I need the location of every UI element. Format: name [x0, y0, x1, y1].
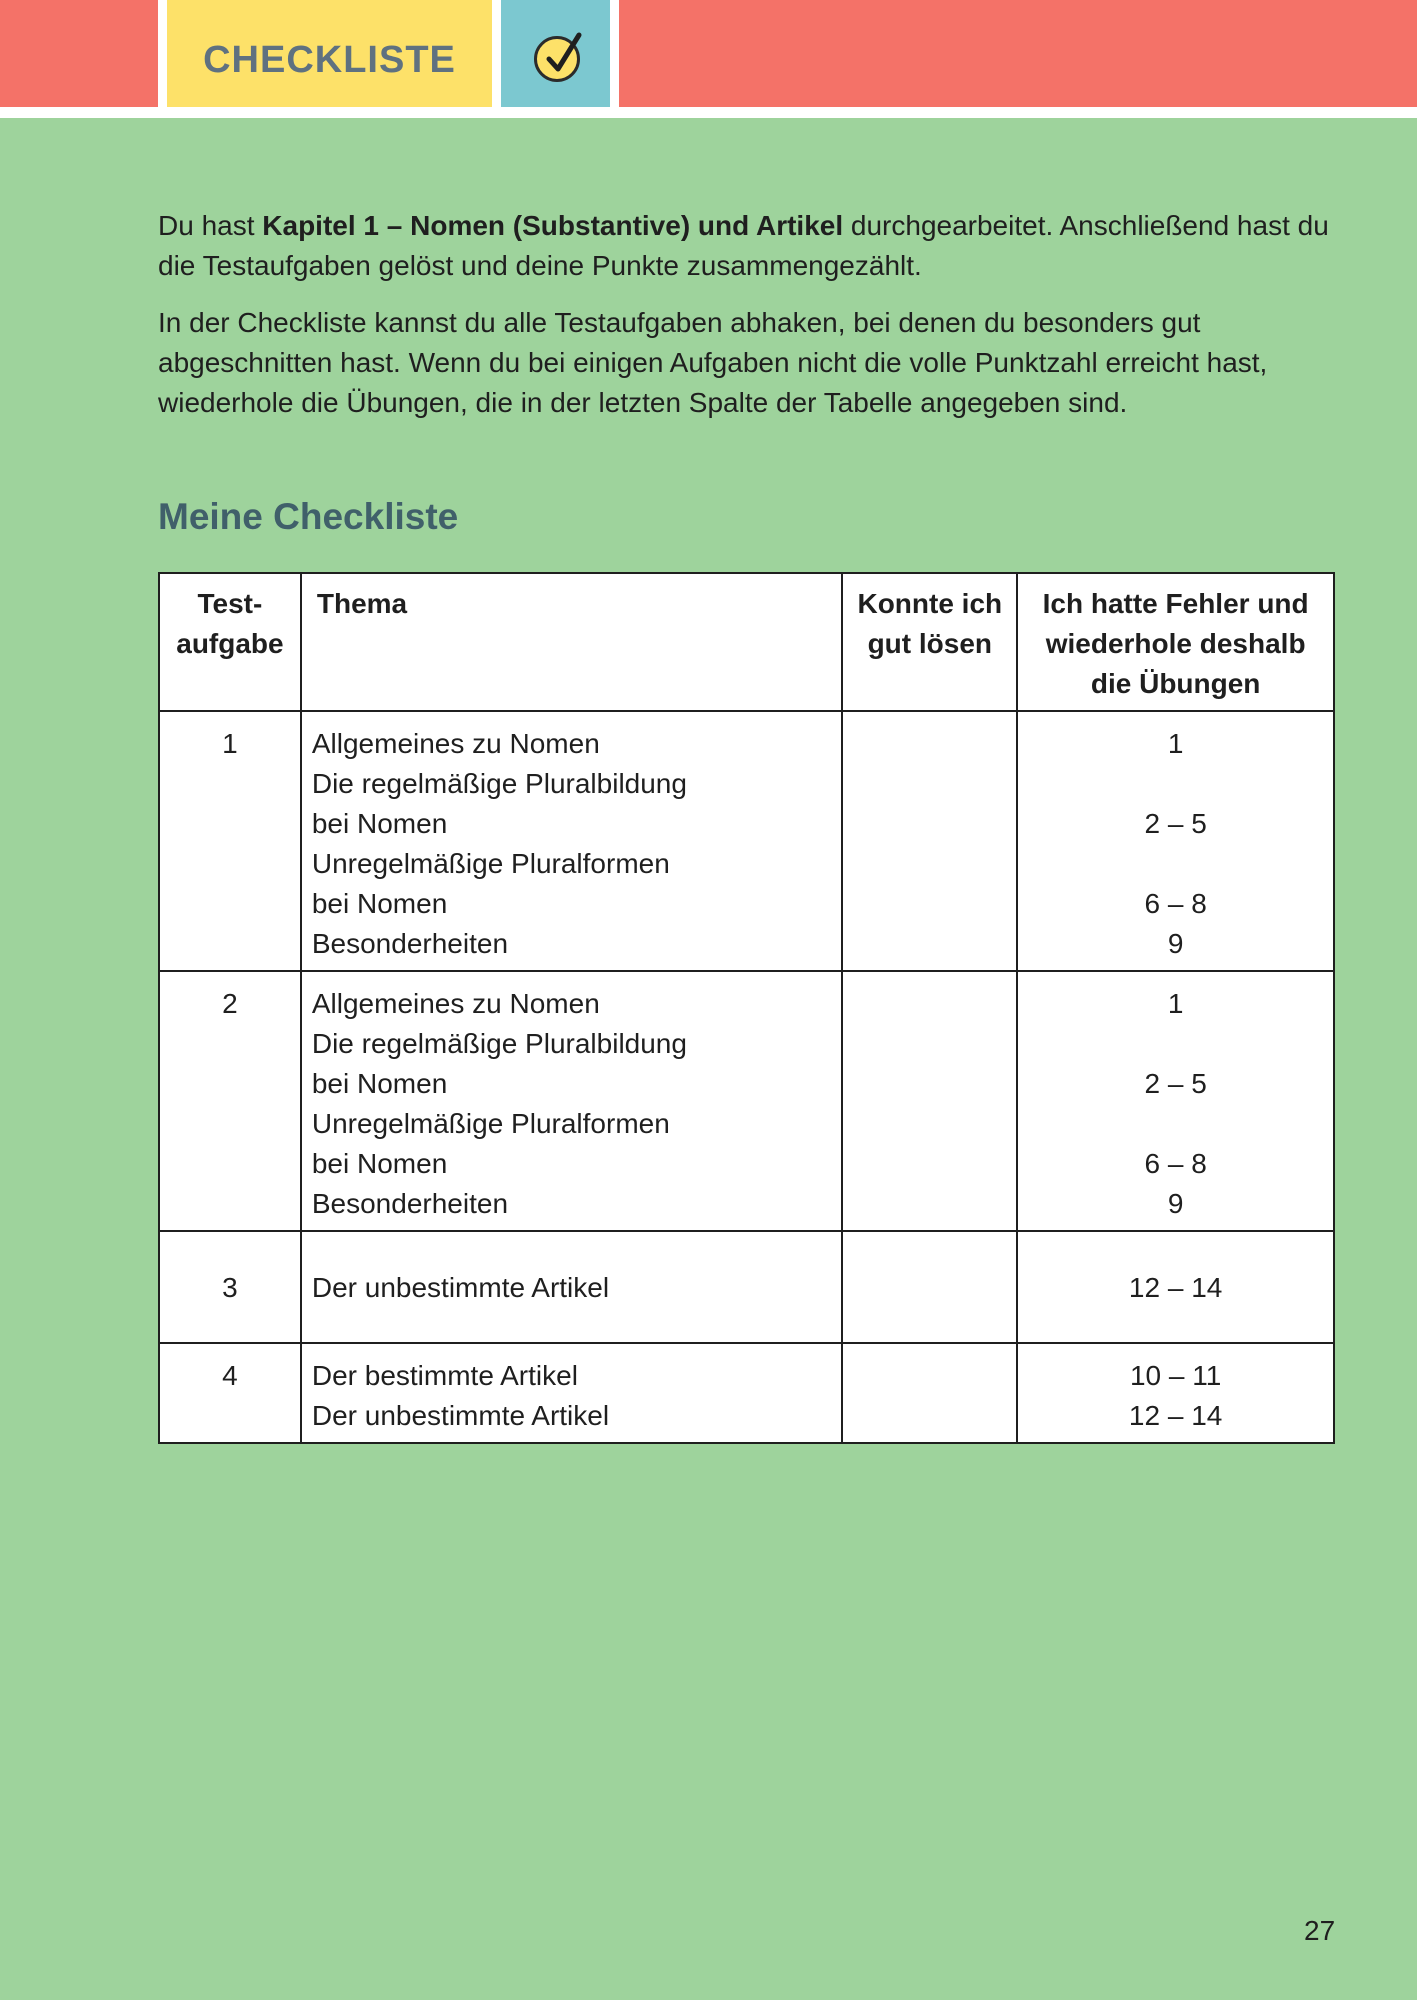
header-line: Thema	[316, 588, 408, 619]
uebung-range: 9	[1167, 1188, 1184, 1219]
header-separator	[610, 0, 619, 107]
header-separator	[492, 0, 501, 107]
checkmark-circle-icon	[534, 36, 580, 82]
thema-line: Die regelmäßige Pluralbildung	[311, 1028, 687, 1059]
uebungen-cell	[1017, 1343, 1334, 1443]
thema-line: Der bestimmte Artikel	[311, 1360, 578, 1391]
gut-geloest-checkbox-cell[interactable]	[842, 1231, 1017, 1343]
uebungen-cell	[1017, 1231, 1334, 1343]
header-line: Ich hatte Fehler und	[1042, 588, 1309, 619]
header-line: wiederhole deshalb	[1045, 628, 1306, 659]
checklist-table	[158, 572, 1335, 1444]
section-title: Meine Checkliste	[158, 496, 459, 537]
testaufgabe-cell	[159, 711, 301, 971]
thema-line: Allgemeines zu Nomen	[311, 728, 600, 759]
header-testaufgabe	[159, 573, 301, 711]
intro-paragraph-2: In der Checkliste kannst du alle Testaufgaben abhaken, bei denen du besonders gut abgeschnitten hast. Wenn du bei einigen Aufgaben nicht die volle Punktzahl erreicht hast, wiederhole die Übungen, die in der letzten Spalte der Tabelle angegeben sind.	[158, 307, 1268, 418]
thema-line: Unregelmäßige Pluralformen	[311, 1108, 670, 1139]
header-konnte-ich	[842, 573, 1017, 711]
checkliste-tab	[167, 0, 492, 107]
thema-cell	[301, 711, 843, 971]
thema-line: bei Nomen	[311, 808, 448, 839]
testaufgabe-cell	[159, 971, 301, 1231]
header-line: gut lösen	[867, 628, 993, 659]
uebung-range	[1028, 844, 1323, 884]
testaufgabe-number: 3	[222, 1272, 238, 1303]
testaufgabe-number: 4	[222, 1360, 238, 1391]
header-line: die Übungen	[1090, 668, 1261, 699]
thema-cell	[301, 1231, 843, 1343]
uebung-range: 9	[1167, 928, 1184, 959]
testaufgabe-number: 1	[222, 728, 238, 759]
uebung-range: 1	[1167, 728, 1184, 759]
uebung-range: 12 – 14	[1128, 1272, 1223, 1303]
thema-line: Allgemeines zu Nomen	[311, 988, 600, 1019]
uebung-range: 2 – 5	[1144, 808, 1207, 839]
thema-line: Der unbestimmte Artikel	[311, 1272, 610, 1303]
header-divider	[0, 107, 1417, 118]
uebung-range	[1028, 1104, 1323, 1144]
icon-tab	[501, 0, 610, 107]
thema-cell	[301, 971, 843, 1231]
thema-line: Die regelmäßige Pluralbildung	[311, 768, 687, 799]
header-fehler	[1017, 573, 1334, 711]
page-number: 27	[1304, 1915, 1336, 1946]
uebung-range: 1	[1167, 988, 1184, 1019]
tab-title: CHECKLISTE	[203, 39, 456, 81]
uebungen-cell	[1017, 971, 1334, 1231]
header-line: aufgabe	[176, 628, 284, 659]
table-row	[159, 1343, 1334, 1443]
header-line: Konnte ich	[857, 588, 1003, 619]
uebung-range: 10 – 11	[1129, 1360, 1222, 1391]
testaufgabe-cell	[159, 1231, 301, 1343]
uebung-range: 6 – 8	[1144, 888, 1207, 919]
uebung-range	[1028, 764, 1323, 804]
uebung-range: 6 – 8	[1144, 1148, 1207, 1179]
thema-line: Unregelmäßige Pluralformen	[311, 848, 670, 879]
table-row	[159, 711, 1334, 971]
thema-line: bei Nomen	[311, 1068, 448, 1099]
intro-paragraph-1: Du hast Kapitel 1 – Nomen (Substantive) und Artikel durchgearbeitet. Anschließend hast du die Testaufgaben gelöst und deine Punkte zusammengezählt.	[158, 210, 1329, 281]
table-row	[159, 971, 1334, 1231]
thema-line: Besonderheiten	[311, 1188, 509, 1219]
chapter-title: Kapitel 1 – Nomen (Substantive) und Artikel	[262, 210, 844, 241]
thema-line: bei Nomen	[311, 1148, 448, 1179]
gut-geloest-checkbox-cell[interactable]	[842, 711, 1017, 971]
intro-text	[158, 206, 1338, 440]
thema-line: Besonderheiten	[311, 928, 509, 959]
uebung-range: 12 – 14	[1128, 1400, 1223, 1431]
gut-geloest-checkbox-cell[interactable]	[842, 1343, 1017, 1443]
uebung-range	[1028, 1024, 1323, 1064]
uebungen-cell	[1017, 711, 1334, 971]
thema-cell	[301, 1343, 843, 1443]
table-header-row	[159, 573, 1334, 711]
uebung-range: 2 – 5	[1144, 1068, 1207, 1099]
testaufgabe-cell	[159, 1343, 301, 1443]
gut-geloest-checkbox-cell[interactable]	[842, 971, 1017, 1231]
header-separator	[158, 0, 167, 107]
header-thema	[301, 573, 843, 711]
header-line: Test-	[197, 588, 263, 619]
thema-line: Der unbestimmte Artikel	[311, 1400, 610, 1431]
thema-line: bei Nomen	[311, 888, 448, 919]
table-row	[159, 1231, 1334, 1343]
testaufgabe-number: 2	[222, 988, 238, 1019]
